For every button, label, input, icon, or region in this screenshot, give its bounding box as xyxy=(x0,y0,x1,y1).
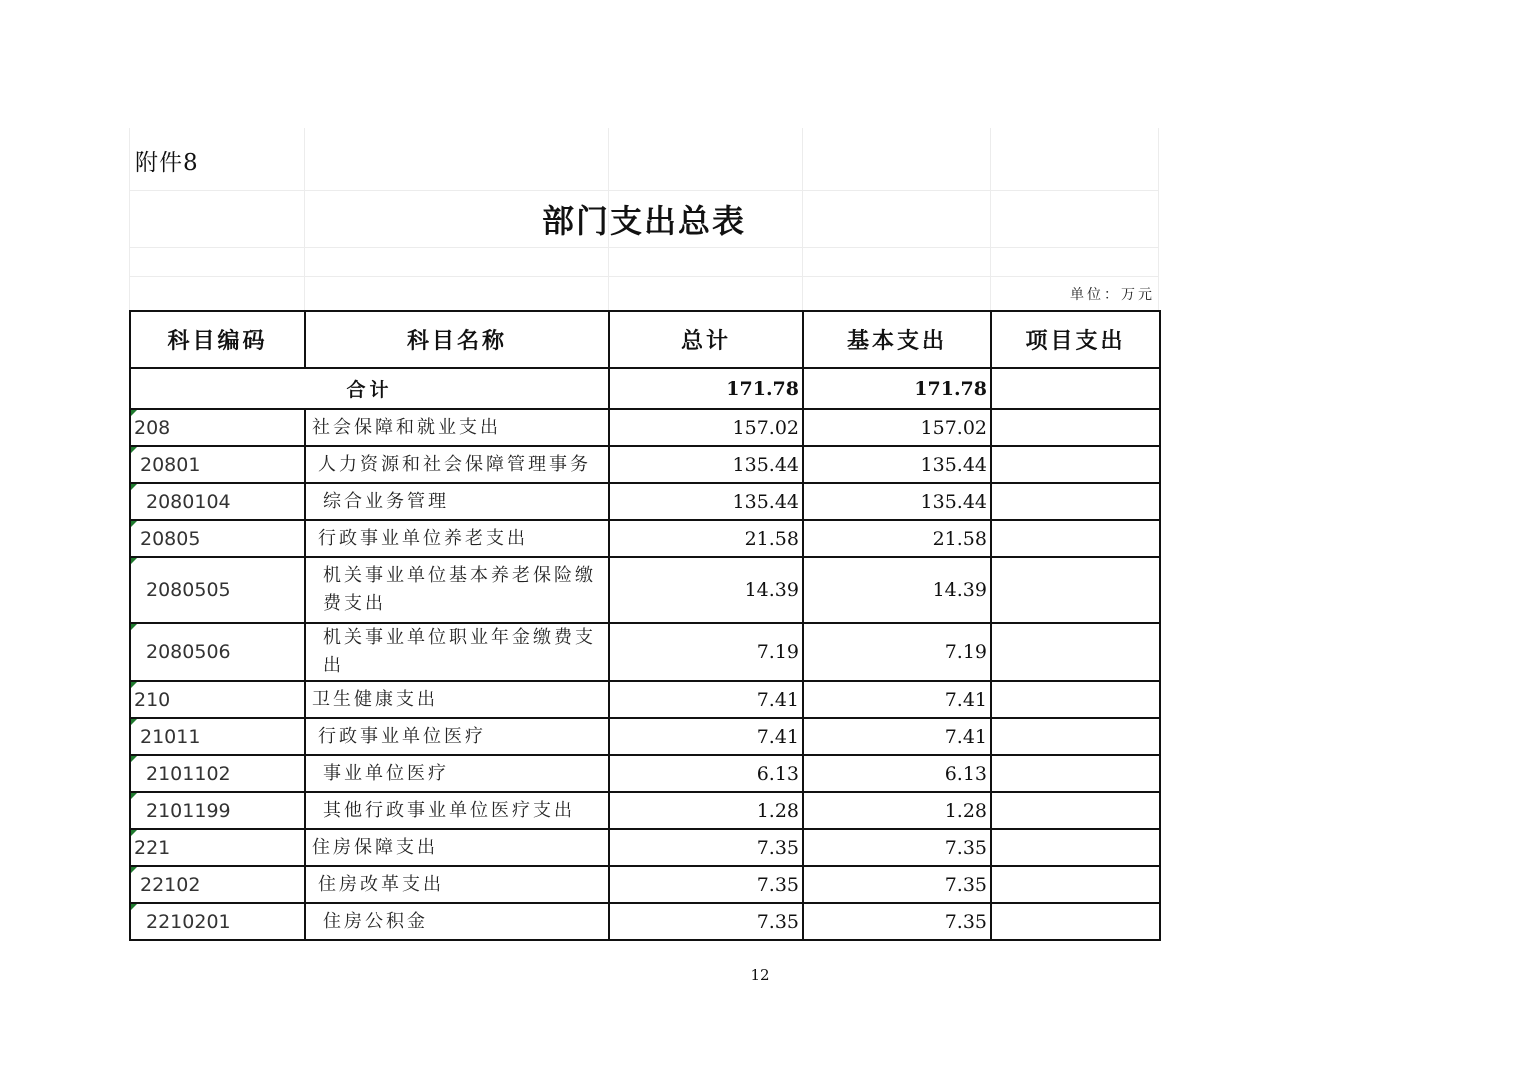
cell-code[interactable] xyxy=(130,903,305,940)
expenditure-table xyxy=(129,310,1161,941)
total-label: 合计 xyxy=(130,368,609,409)
cell-basic[interactable]: 7.41 xyxy=(803,681,991,718)
total-row xyxy=(130,368,1160,409)
cell-marker-icon xyxy=(131,624,137,630)
total-cell-project xyxy=(991,368,1160,409)
cell-total[interactable]: 157.02 xyxy=(609,409,803,446)
cell-project[interactable] xyxy=(991,520,1160,557)
cell-name[interactable]: 综合业务管理 xyxy=(305,483,609,520)
cell-basic[interactable]: 7.19 xyxy=(803,623,991,681)
cell-code-text: 21011 xyxy=(140,725,201,748)
column-header-project: 项目支出 xyxy=(991,311,1160,368)
cell-code[interactable] xyxy=(130,681,305,718)
table-row xyxy=(130,681,1160,718)
cell-basic[interactable]: 21.58 xyxy=(803,520,991,557)
cell-project[interactable] xyxy=(991,681,1160,718)
table-row xyxy=(130,755,1160,792)
column-header-code: 科目编码 xyxy=(130,311,305,368)
cell-project[interactable] xyxy=(991,755,1160,792)
cell-basic[interactable]: 7.35 xyxy=(803,866,991,903)
cell-total[interactable]: 7.35 xyxy=(609,829,803,866)
table-row xyxy=(130,520,1160,557)
grid-line xyxy=(129,247,1159,248)
table-row xyxy=(130,718,1160,755)
cell-name[interactable]: 人力资源和社会保障管理事务 xyxy=(305,446,609,483)
cell-total[interactable]: 6.13 xyxy=(609,755,803,792)
cell-total[interactable]: 7.41 xyxy=(609,681,803,718)
cell-marker-icon xyxy=(131,447,137,453)
cell-total[interactable]: 7.35 xyxy=(609,866,803,903)
cell-name[interactable]: 住房改革支出 xyxy=(305,866,609,903)
table-row xyxy=(130,792,1160,829)
cell-code-text: 2080104 xyxy=(146,490,231,513)
table-header-row xyxy=(130,311,1160,368)
cell-marker-icon xyxy=(131,484,137,490)
page-title: 部门支出总表 xyxy=(541,202,746,240)
cell-basic[interactable]: 135.44 xyxy=(803,483,991,520)
column-header-name: 科目名称 xyxy=(305,311,609,368)
cell-total[interactable]: 135.44 xyxy=(609,446,803,483)
cell-code-text: 221 xyxy=(134,836,171,859)
cell-name[interactable]: 住房公积金 xyxy=(305,903,609,940)
cell-project[interactable] xyxy=(991,623,1160,681)
cell-name[interactable]: 行政事业单位养老支出 xyxy=(305,520,609,557)
cell-project[interactable] xyxy=(991,792,1160,829)
cell-code[interactable] xyxy=(130,557,305,623)
cell-basic[interactable]: 135.44 xyxy=(803,446,991,483)
cell-project[interactable] xyxy=(991,903,1160,940)
table-row xyxy=(130,829,1160,866)
cell-code-text: 20801 xyxy=(140,453,201,476)
cell-name[interactable]: 卫生健康支出 xyxy=(305,681,609,718)
cell-code-text: 210 xyxy=(134,688,171,711)
cell-project[interactable] xyxy=(991,866,1160,903)
cell-marker-icon xyxy=(131,719,137,725)
cell-basic[interactable]: 157.02 xyxy=(803,409,991,446)
cell-code-text: 20805 xyxy=(140,527,201,550)
page-number: 12 xyxy=(750,966,770,984)
cell-code[interactable] xyxy=(130,792,305,829)
cell-marker-icon xyxy=(131,904,137,910)
cell-code-text: 22102 xyxy=(140,873,201,896)
cell-basic[interactable]: 1.28 xyxy=(803,792,991,829)
cell-code[interactable] xyxy=(130,718,305,755)
cell-name[interactable]: 机关事业单位职业年金缴费支出 xyxy=(305,623,609,681)
cell-total[interactable]: 7.19 xyxy=(609,623,803,681)
cell-code[interactable] xyxy=(130,829,305,866)
cell-project[interactable] xyxy=(991,829,1160,866)
cell-code-text: 2080506 xyxy=(146,641,231,663)
cell-code-text: 2101199 xyxy=(146,799,231,822)
cell-total[interactable]: 14.39 xyxy=(609,557,803,623)
table-row xyxy=(130,483,1160,520)
cell-basic[interactable]: 7.35 xyxy=(803,829,991,866)
cell-name[interactable]: 社会保障和就业支出 xyxy=(305,409,609,446)
table-row xyxy=(130,903,1160,940)
total-cell-basic: 171.78 xyxy=(803,368,991,409)
table-row xyxy=(130,623,1160,681)
cell-project[interactable] xyxy=(991,409,1160,446)
cell-code-text: 208 xyxy=(134,416,171,439)
cell-code-text: 2080505 xyxy=(146,579,231,601)
cell-basic[interactable]: 6.13 xyxy=(803,755,991,792)
cell-total[interactable]: 7.35 xyxy=(609,903,803,940)
cell-name[interactable]: 住房保障支出 xyxy=(305,829,609,866)
cell-code[interactable] xyxy=(130,409,305,446)
cell-marker-icon xyxy=(131,521,137,527)
cell-marker-icon xyxy=(131,830,137,836)
cell-marker-icon xyxy=(131,410,137,416)
cell-project[interactable] xyxy=(991,446,1160,483)
table-row xyxy=(130,866,1160,903)
table-row xyxy=(130,446,1160,483)
cell-code[interactable] xyxy=(130,483,305,520)
grid-line xyxy=(129,190,1159,191)
cell-code[interactable] xyxy=(130,866,305,903)
cell-total[interactable]: 135.44 xyxy=(609,483,803,520)
cell-name[interactable]: 机关事业单位基本养老保险缴费支出 xyxy=(305,557,609,623)
cell-code-text: 2101102 xyxy=(146,762,231,785)
cell-marker-icon xyxy=(131,558,137,564)
table-row xyxy=(130,557,1160,623)
cell-total[interactable]: 21.58 xyxy=(609,520,803,557)
cell-total[interactable]: 1.28 xyxy=(609,792,803,829)
column-header-total: 总计 xyxy=(609,311,803,368)
column-header-basic: 基本支出 xyxy=(803,311,991,368)
total-cell-total: 171.78 xyxy=(609,368,803,409)
cell-code[interactable] xyxy=(130,520,305,557)
cell-project[interactable] xyxy=(991,483,1160,520)
cell-code[interactable] xyxy=(130,755,305,792)
cell-project[interactable] xyxy=(991,557,1160,623)
attachment-label: 附件8 xyxy=(135,150,199,176)
cell-marker-icon xyxy=(131,867,137,873)
cell-basic[interactable]: 14.39 xyxy=(803,557,991,623)
table-row xyxy=(130,409,1160,446)
unit-label: 单位：万元 xyxy=(1070,287,1155,303)
cell-name[interactable]: 事业单位医疗 xyxy=(305,755,609,792)
cell-name[interactable]: 行政事业单位医疗 xyxy=(305,718,609,755)
grid-line xyxy=(129,276,1159,277)
cell-code[interactable] xyxy=(130,446,305,483)
cell-code-text: 2210201 xyxy=(146,910,231,933)
cell-marker-icon xyxy=(131,682,137,688)
cell-name[interactable]: 其他行政事业单位医疗支出 xyxy=(305,792,609,829)
cell-project[interactable] xyxy=(991,718,1160,755)
cell-total[interactable]: 7.41 xyxy=(609,718,803,755)
cell-basic[interactable]: 7.41 xyxy=(803,718,991,755)
cell-code[interactable] xyxy=(130,623,305,681)
cell-marker-icon xyxy=(131,756,137,762)
cell-basic[interactable]: 7.35 xyxy=(803,903,991,940)
cell-marker-icon xyxy=(131,793,137,799)
